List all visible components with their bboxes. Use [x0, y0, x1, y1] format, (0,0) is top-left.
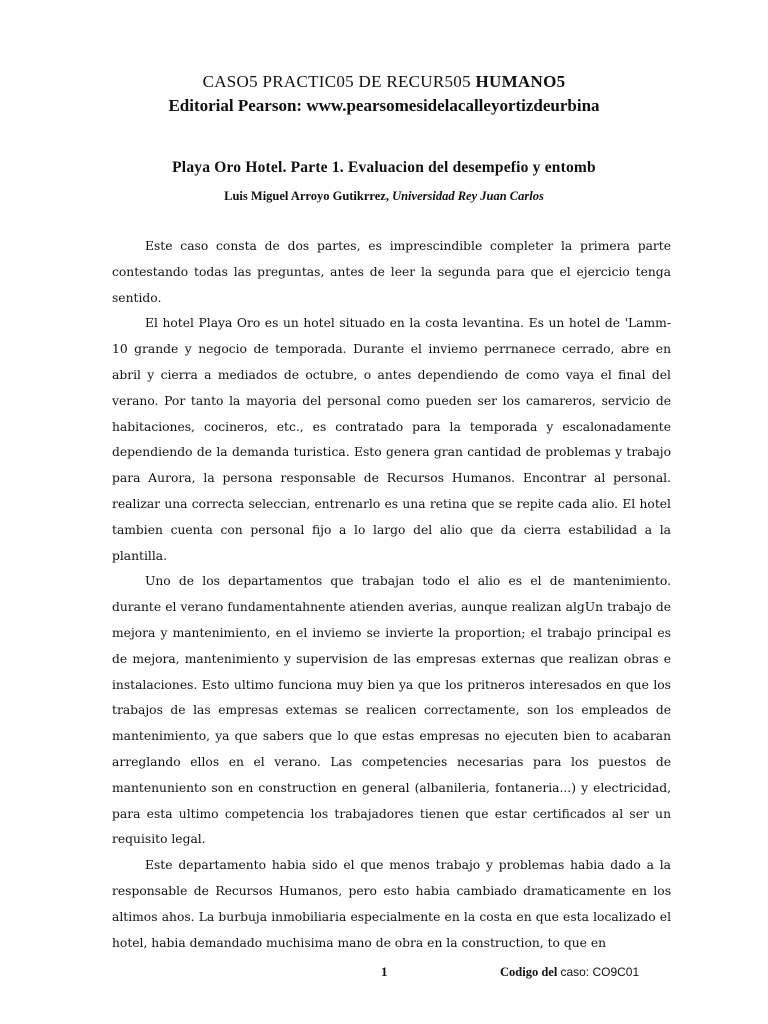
document-header	[0, 72, 768, 116]
publisher-line: Editorial Pearson: www.pearsomesidelacalleyortizdeurbina	[168, 96, 600, 115]
page-footer	[0, 964, 768, 984]
author-name: Luis Miguel Arroyo Gutikrrez,	[224, 189, 393, 203]
paragraph: El hotel Playa Oro es un hotel situado en la costa levantina. Es un hotel de 'Lamm-10 grande y negocio de temporada. Durante el inviemo perrnanece cerrado, abre en abril y cierra a mediados de octubre, o antes dependiendo de como vaya el final del verano. Por tanto la mayoria del personal como pueden ser los camareros, servicio de habitaciones, cocineros, etc., es contratado para la temporada y escalonadamente dependiendo de la demanda turistica. Esto genera gran cantidad de problemas y trabajo para Aurora, la persona responsable de Recursos Humanos. Encontrar al personal. realizar una correcta seleccian, entrenarlo es una retina que se repite cada alio. El hotel tambien cuenta con personal fijo a lo largo del alio que da cierra estabilidad a la plantilla.	[112, 316, 671, 563]
series-title-part: CASO5 PRACTIC05 DE RECUR505	[202, 72, 476, 91]
paragraph: Este caso consta de dos partes, es imprescindible completer la primera parte contestando todas las preguntas, antes de leer la segunda para que el ejercicio tenga sentido.	[112, 239, 671, 305]
case-code-label-suffix: caso:	[560, 965, 593, 979]
body-text	[112, 234, 671, 956]
series-title-emphasis: HUMANO5	[475, 72, 566, 91]
case-code-value: CO9C01	[592, 965, 640, 979]
author-university: Universidad Rey Juan Carlos	[392, 189, 544, 203]
page-number: 1	[381, 964, 388, 979]
author-line	[0, 189, 768, 204]
case-code	[500, 964, 639, 980]
paragraph: Este departamento habia sido el que menos trabajo y problemas habia dado a la responsable de Recursos Humanos, pero esto habia cambiado dramaticamente en los altimos ahos. La burbuja inmobiliaria especialmente en la costa en que esta localizado el hotel, habia demandado muchisima mano de obra en la construction, to que en	[112, 858, 671, 950]
case-title: Playa Oro Hotel. Parte 1. Evaluacion del desempefio y entomb	[172, 159, 596, 176]
series-title	[0, 72, 768, 92]
paragraph: Uno de los departamentos que trabajan todo el alio es el de mantenimiento. durante el verano fundamentahnente atienden averias, aunque realizan algUn trabajo de mejora y mantenimiento, en el inviemo se invierte la proportion; el trabajo principal es de mejora, mantenimiento y supervision de las empresas externas que realizan obras e instalaciones. Esto ultimo funciona muy bien ya que los pritneros interesados en que los trabajos de las empresas extemas se realicen correctamente, son los empleados de mantenimiento, ya que sabers que lo que estas empresas no ejecuten bien to acabaran arreglando ellos en el verano. Las competencies necesarias para los puestos de mantenuniento son en construction en general (albanileria, fontaneria...) y electricidad, para esta ultimo competencia los trabajadores tienen que estar certificados al ser un requisito legal.	[112, 574, 671, 847]
case-code-label: Codigo del	[500, 965, 561, 979]
